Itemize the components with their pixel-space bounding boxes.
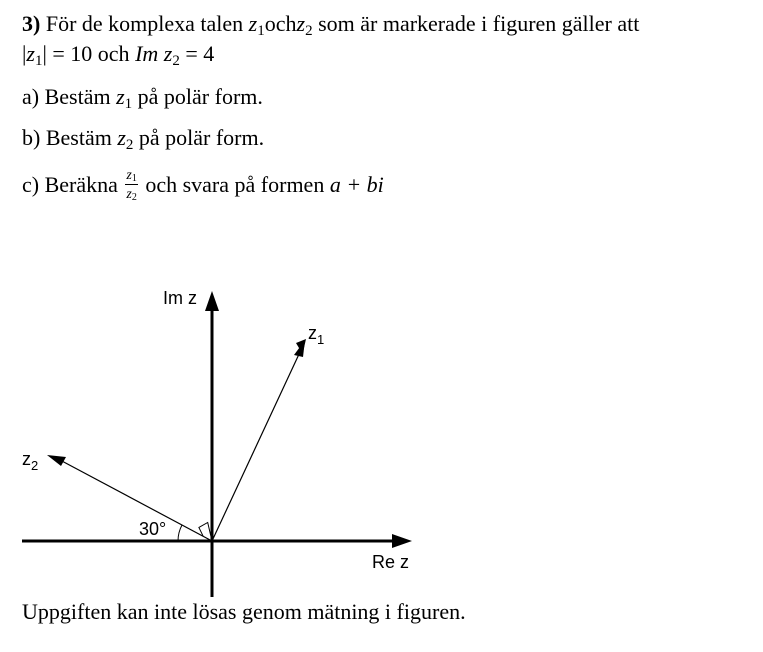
z2-vector: [60, 460, 212, 541]
imaginary-axis-arrowhead: [205, 291, 219, 311]
part-a-post: på polär form.: [137, 84, 263, 109]
z2-label: $z_2$: [22, 449, 39, 473]
eq-four: = 4: [185, 41, 215, 66]
im-axis-label: Im z: [163, 288, 197, 308]
footer-note: Uppgiften kan inte lösas genom mätning i figuren.: [22, 599, 466, 624]
problem-number: 3): [22, 11, 41, 36]
im-operator: Im: [135, 41, 159, 66]
part-b-post: på polär form.: [138, 125, 265, 150]
part-b-label: b): [22, 125, 41, 150]
part-c-pre: Beräkna: [44, 172, 118, 198]
z2-symbol: $z_2$: [296, 11, 313, 39]
part-a-label: a): [22, 84, 40, 109]
fraction-denominator: $z_2$: [126, 187, 137, 203]
part-c-label: c): [22, 172, 40, 198]
angle-label: 30°: [139, 519, 167, 539]
re-axis-label: Re z: [372, 552, 410, 572]
part-b-z2: $z_2$: [117, 125, 134, 153]
intro-rest: som är markerade i figuren gäller att: [318, 11, 640, 36]
part-a-pre: Bestäm: [44, 84, 111, 109]
z2-arrowhead: [47, 455, 66, 466]
right-angle-marker: [199, 523, 212, 542]
och-joined: och: [264, 11, 297, 36]
z1-symbol: $z_1$: [248, 11, 265, 39]
z1-vector: [212, 352, 300, 541]
och-word: och: [97, 41, 130, 66]
eq-ten: = 10: [52, 41, 93, 66]
im-z2: $z_2$: [163, 41, 180, 69]
abs-close: |: [42, 41, 47, 66]
part-c-form: a + bi: [329, 172, 384, 198]
abs-z1: $z_1$: [26, 41, 43, 69]
real-axis-arrowhead: [392, 534, 412, 548]
abs-open: |: [22, 41, 27, 66]
z1-label: $z_1$: [308, 323, 325, 347]
intro-text: För de komplexa talen: [45, 11, 244, 36]
part-c-post: och svara på formen: [145, 172, 325, 198]
fraction-numerator: $z_1$: [126, 168, 137, 184]
part-a-z1: $z_1$: [116, 84, 133, 112]
part-b-pre: Bestäm: [45, 125, 112, 150]
angle-arc: [178, 525, 182, 541]
